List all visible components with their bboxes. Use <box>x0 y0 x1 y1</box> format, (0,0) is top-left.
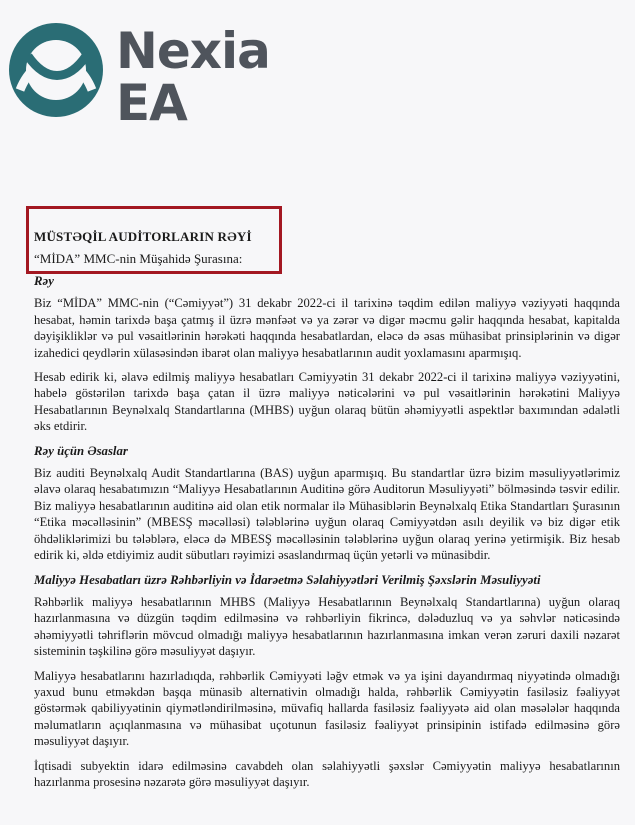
paragraph: Hesab edirik ki, əlavə edilmiş maliyyə hesabatları Cəmiyyətin 31 dekabr 2022-ci il tarixinə maliyyə vəziyyətini, habelə göstərilən tarixdə başa çatan il üzrə maliyyə nəticələrini və pul vəsaitlərinin hərəkətini Maliyyə Hesabatlarının Beynəlxalq Standartlarına (MHBS) uyğun olaraq bütün əhəmiyyətli aspektlər baxımından ədalətli əks etdirir. <box>34 370 620 434</box>
nexia-logo-mark-icon <box>6 20 106 120</box>
report-addressee: “MİDA” MMC-nin Müşahidə Şurasına: <box>34 251 243 266</box>
section-management-responsibility <box>34 572 620 791</box>
section-heading: Rəy <box>34 274 54 288</box>
paragraph: İqtisadi subyektin idarə edilməsinə cavabdeh olan səlahiyyətli şəxslər Cəmiyyətin maliyyə hesabatlarının hazırlanma prosesinə nəzarətə görə məsuliyyət daşıyır. <box>34 758 620 789</box>
nexia-ea-logo <box>4 14 270 132</box>
section-heading: Maliyyə Hesabatları üzrə Rəhbərliyin və İdarəetmə Səlahiyyətləri Verilmiş Şəxslərin Məsuliyyəti <box>34 572 541 587</box>
report-body <box>34 273 620 798</box>
paragraph: Biz auditi Beynəlxalq Audit Standartlarına (BAS) uyğun aparmışıq. Bu standartlar üzrə bizim məsuliyyətlərimiz əlavə olaraq hesabatımızın “Maliyyə Hesabatlarının Auditinə görə Auditorun Məsuliyyəti” bölməsində təsvir edilir. Biz maliyyə hesabatlarının auditinə aid olan etik normalar ilə Mühasiblərin Beynəlxalq Etika Standartları Şurasının “Etika məcəlləsinin” (MBESŞ məcəlləsi) tələblərinə uyğun olaraq Cəmiyyətdən asılı deyilik və biz digər etik öhdəliklərimizi bu tələblərə, eləcə də MBESŞ məcəlləsinin tələblərinə uyğun olaraq yerinə yetirmişik. Biz hesab edirik ki, əldə etdiyimiz audit sübutları rəyimizi əsaslandırmaq üçün yetərli və münasibdir. <box>34 466 620 563</box>
logo-word-nexia: Nexia <box>116 22 270 80</box>
section-heading: Rəy üçün Əsaslar <box>34 443 128 458</box>
paragraph: Biz “MİDA” MMC-nin (“Cəmiyyət”) 31 dekabr 2022-ci il tarixinə təqdim edilən maliyyə vəziyyəti haqqında hesabat, həmin tarixdə başa çatmış il üzrə mənfəət və ya zərər və digər məcmu gəlir haqqında hesabat, kapitalda dəyişikliklər və pul vəsaitlərinin hərəkəti haqqında hesabatlardan, eləcə də əsas mühasibat prinsiplərinin və digər izahedici qeydlərin xülasəsindən ibarət olan maliyyə hesabatlarının audit yoxlamasını aparmışıq. <box>34 296 620 360</box>
paragraph: Rəhbərlik maliyyə hesabatlarının MHBS (Maliyyə Hesabatlarının Beynəlxalq Standartlarına) uyğun olaraq hazırlanmasına və düzgün təqdim edilməsinə və rəhbərliyin fikrincə, dələduzluq və ya səhvlər nəticəsində əhəmiyyətli təhriflərin mövcud olmadığı maliyyə hesabatlarının hazırlanmasına imkan verən zəruri daxili nəzarət sisteminin təşkilinə görə məsuliyyət daşıyır. <box>34 594 620 659</box>
paragraph: Maliyyə hesabatlarını hazırladıqda, rəhbərlik Cəmiyyəti ləğv etmək və ya işini dayandırmaq niyyətində olmadığı yaxud bunu etməkdən başqa münasib alternativin olmadığı halda, rəhbərlik Cəmiyyətin fasiləsiz fəaliyyət göstərmək qabiliyyətinin qiymətləndirilməsinə, müvafiq hallarda fasiləsiz fəaliyyətə aid olan məsələlər haqqında məlumatların açıqlanmasına və mühasibat uçotunun fasiləsiz fəaliyyət prinsipinin istifadə edilməsinə görə məsuliyyət daşıyır. <box>34 668 620 749</box>
logo-word-ea: EA <box>116 74 187 132</box>
report-title: MÜSTƏQİL AUDİTORLARIN RƏYİ <box>34 229 252 244</box>
section-basis-for-opinion <box>34 443 620 564</box>
section-opinion <box>34 273 620 435</box>
